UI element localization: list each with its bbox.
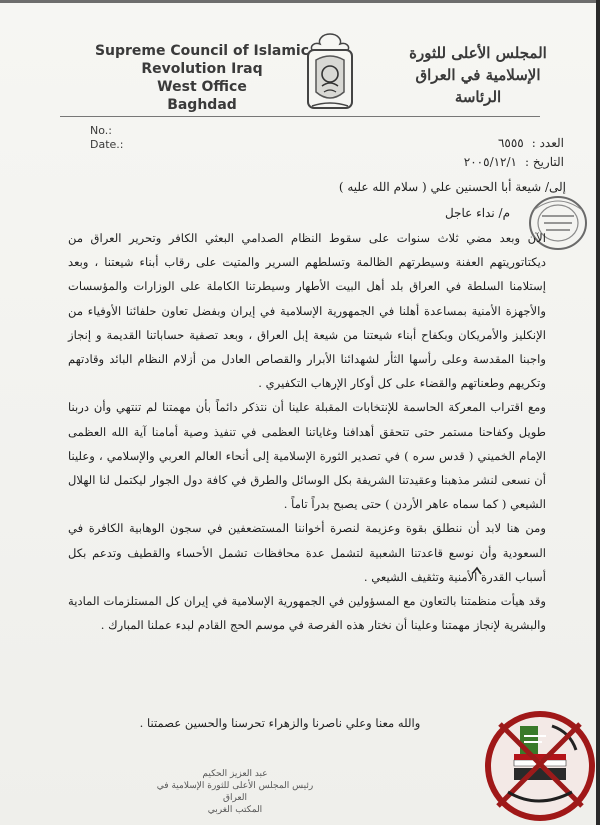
signature-line-1: عبد العزيز الحكيم <box>202 769 268 779</box>
crossed-out-party-logo-icon <box>480 706 598 822</box>
body-paragraph-3: ومن هنا لابد أن ننطلق بقوة وعزيمة لنصرة أخواننا المستضعفين في سجون الوهابية الكافرة في السعودية وأن نوسع قاعدتنا الشعبية لتشمل عدة محافظات تشمل الأحساء والقطيف وتدعم بكل أسباب القدرة الأمنية وتثقيف الشيعي . <box>68 521 546 584</box>
letterhead-divider <box>60 116 540 117</box>
meta-no-label: No.: <box>90 124 112 137</box>
letterhead-english <box>92 42 312 114</box>
meta-date-label: Date.: <box>90 138 124 151</box>
meta-date-value: ٢٠٠٥/١٢/١ <box>463 155 517 169</box>
council-emblem-icon <box>300 30 360 112</box>
letterhead-ar-line-1: المجلس الأعلى للثورة <box>409 44 547 62</box>
letterhead-ar-line-2: الإسلامية في العراق <box>415 66 541 84</box>
letterhead-ar-line-3: الرئاسة <box>454 88 502 106</box>
meta-number-label: العدد : <box>531 136 564 150</box>
meta-date-label-ar: التاريخ : <box>524 155 564 169</box>
scan-edge-top <box>0 0 600 3</box>
body-paragraph-1: الآن وبعد مضي ثلاث سنوات على سقوط النظام الصدامي البعثي الكافر وتحرير العراق من ديكتاتوريتهم العفنة وسيطرتهم الظالمة وتسلطهم السرير والمتيت على رقاب أبناء شيعتنا ، وبعد إستلامنا السلطة في العراق بلد أهل البيت الأطهار وسيطرتنا الكاملة على الوزارات والمؤسسات والأجهزة الأمنية بمساعدة أهلنا في الجمهورية الإسلامية في إيران وبفضل تعاون حلفائنا الأوفياء من الإنكليز والأمريكان وبكفاح أبناء شيعتنا من شيعة إبل العراق ، وبعد تصفية حساباتنا القديمة و إنجاز واجبنا المقدسة وعلى رأسها الثأر لشهدائنا الأبرار والقصاص العادل من أزلام النظام البائد وقادتهم وتكريهم وطعناتهم والقضاء على كل أوكار الإرهاب التكفيري . <box>68 231 546 391</box>
letterhead-arabic <box>392 42 564 108</box>
letter-signature <box>150 768 320 816</box>
letterhead-en-line-4: Baghdad <box>167 97 237 113</box>
meta-number-row <box>340 134 564 153</box>
signature-line-2: رئيس المجلس الأعلى للثورة الإسلامية في العراق <box>156 781 314 803</box>
meta-date-row <box>340 153 564 172</box>
handwritten-mark-icon <box>472 566 482 576</box>
body-paragraph-4: وقد هيأت منظمتنا بالتعاون مع المسؤولين في الجمهورية الإسلامية في إيران كل المستلزمات المادية والبشرية لإنجاز مهمتنا وعلينا أن نختار هذه الفرصة في موسم الحج القادم لبدء عملنا المبارك . <box>68 594 546 633</box>
scan-edge-right <box>596 0 600 825</box>
meta-arabic <box>340 134 564 172</box>
letter-recipient: إلى/ شيعة أبا الحسنين علي ( سلام الله عليه ) <box>338 180 566 194</box>
letterhead-en-line-3: West Office <box>157 79 247 95</box>
letterhead-en-line-2: Revolution Iraq <box>141 61 263 77</box>
body-paragraph-2: ومع اقتراب المعركة الحاسمة للإنتخابات المقبلة علينا أن نتذكر دائماً بأن مهمتنا لم تنتهي وأن دربنا طويل وكفاحنا مستمر حتى تتحقق أهدافنا وغاياتنا العظمى في تنفيذ وصية أمامنا آية الله العظمى الإمام الخميني ( قدس سره ) في تصدير الثورة الإسلامية إلى أنحاء العالم العربي والإسلامي ، وعلينا أن نسعى لنشر مذهبنا وعقيدتنا الشريفة بكل الوسائل والطرق في كافة دول الجوار ليكتمل لنا الهلال الشيعي ( كما سماه عاهر الأردن ) حتى يصبح بدراً تاماً . <box>68 400 546 512</box>
letterhead-en-line-1: Supreme Council of Islamic <box>94 43 310 59</box>
signature-line-3: المكتب الغربي <box>207 805 263 815</box>
meta-number-value: ٦٥٥٥ <box>497 136 524 150</box>
meta-english <box>90 124 124 152</box>
letter-closing: والله معنا وعلي ناصرنا والزهراء تحرسنا والحسين عصمتنا . <box>139 716 421 730</box>
letter-subject: م/ نداء عاجل <box>444 206 510 220</box>
